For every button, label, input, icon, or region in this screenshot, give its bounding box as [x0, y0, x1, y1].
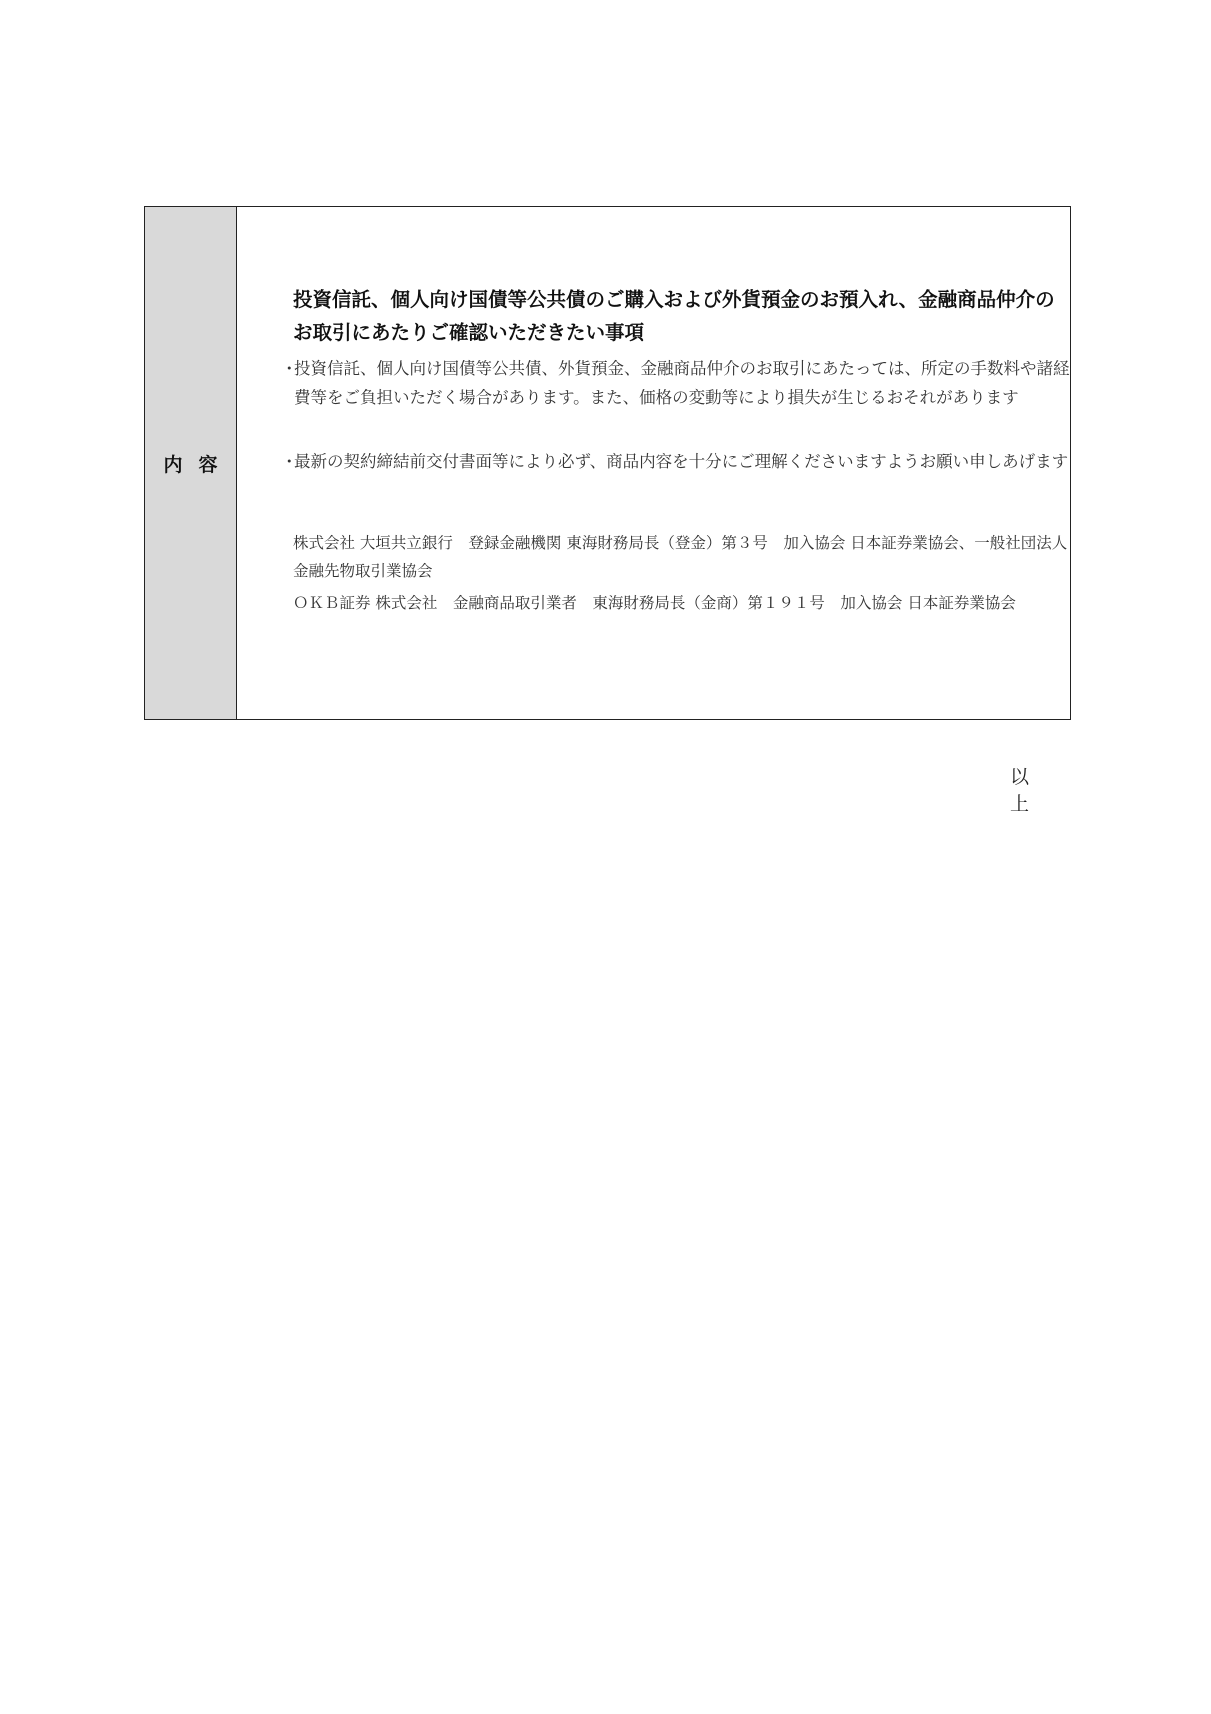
- bullet-marker: ・: [281, 359, 298, 378]
- bullet-marker: ・: [281, 452, 298, 471]
- closing-mark: 以上: [1010, 766, 1050, 815]
- bullet-item: [281, 447, 1081, 476]
- bullet-text: 最新の契約締結前交付書面等により必ず、商品内容を十分にご理解くださいますようお願い申しあげます: [294, 452, 1069, 471]
- info-table: [144, 206, 1071, 720]
- table-content-cell: [237, 207, 1070, 719]
- table-label: 内容: [163, 453, 234, 476]
- section-heading: 投資信託、個人向け国債等公共債のご購入および外貨預金のお預入れ、金融商品仲介のお取引にあたりご確認いただきたい事項: [293, 288, 1055, 344]
- company-disclosure: ＯＫＢ証券 株式会社 金融商品取引業者 東海財務局長（金商）第１９１号 加入協会 日本証券業協会: [293, 594, 1016, 612]
- bullet-item: [281, 354, 1081, 412]
- table-label-cell: [145, 207, 237, 719]
- company-disclosure: 株式会社 大垣共立銀行 登録金融機関 東海財務局長（登金）第３号 加入協会 日本証券業協会、一般社団法人 金融先物取引業協会: [293, 534, 1068, 580]
- bullet-text: 投資信託、個人向け国債等公共債、外貨預金、金融商品仲介のお取引にあたっては、所定の手数料や諸経費等をご負担いただく場合があります。また、価格の変動等により損失が生じるおそれがあります: [294, 359, 1070, 407]
